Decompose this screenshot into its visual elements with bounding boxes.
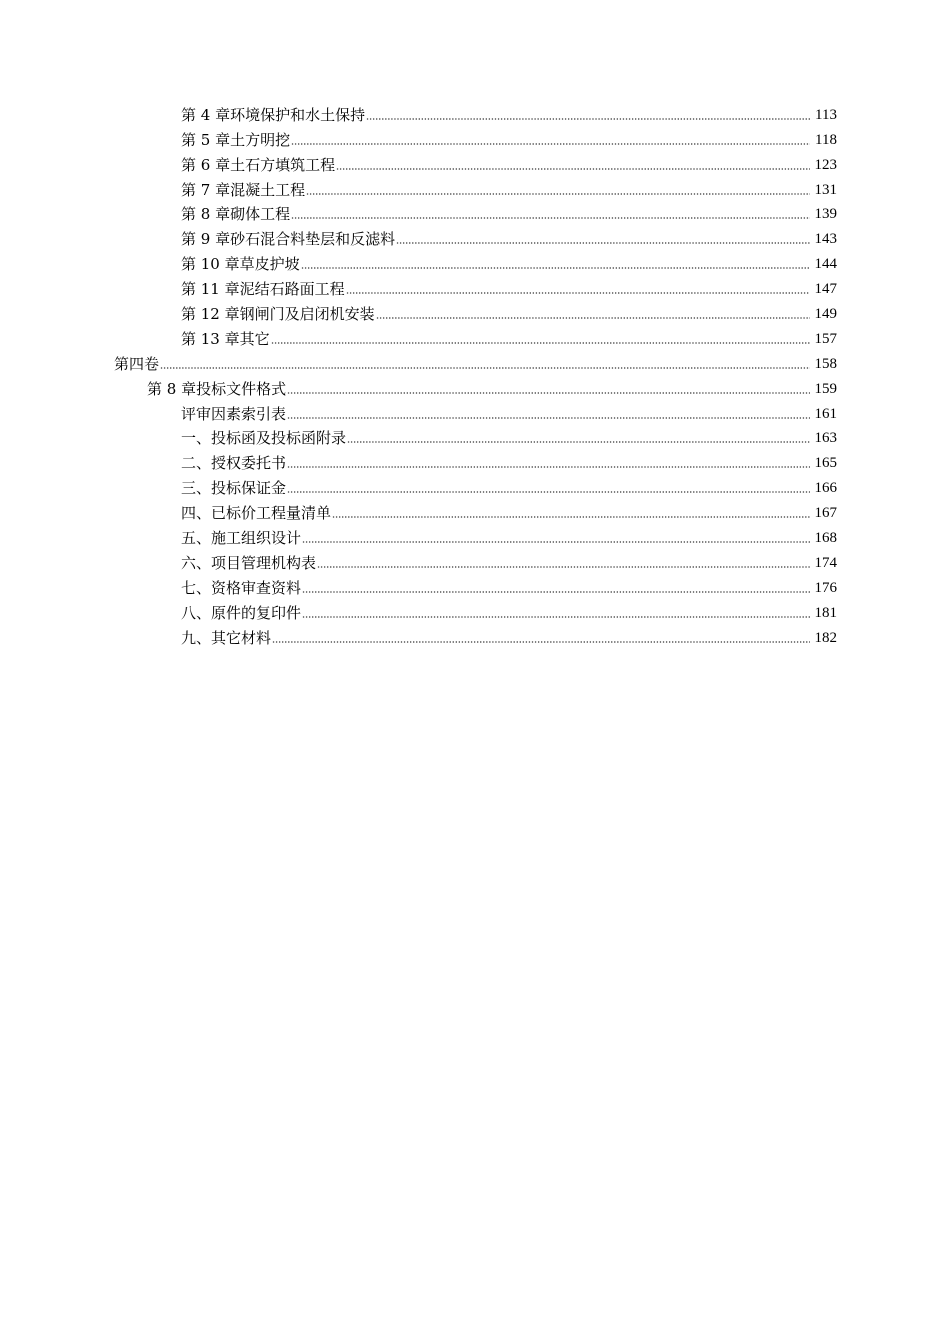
toc-entry-page-number: 167 <box>814 505 837 522</box>
toc-entry-page-number: 182 <box>814 629 837 646</box>
dot-leader <box>301 251 810 269</box>
toc-entry-title: 五、施工组织设计 <box>181 529 302 548</box>
toc-entry[interactable] <box>0 298 950 323</box>
toc-entry-title: 一、投标函及投标函附录 <box>181 429 347 448</box>
dot-leader <box>302 525 810 543</box>
dot-leader <box>376 301 810 319</box>
toc-entry-title: 第四卷 <box>114 354 160 373</box>
toc-entry-title: 八、原件的复印件 <box>181 603 302 622</box>
toc-entry[interactable] <box>0 248 950 273</box>
toc-entry[interactable] <box>0 323 950 348</box>
toc-entry[interactable] <box>0 348 950 373</box>
toc-entry-page-number: 118 <box>815 131 837 148</box>
dot-leader <box>287 475 810 493</box>
toc-entry-title: 第 11 章泥结石路面工程 <box>181 280 345 299</box>
toc-entry-page-number: 168 <box>814 530 837 547</box>
toc-entry[interactable] <box>0 547 950 572</box>
toc-entry-title: 第 8 章投标文件格式 <box>147 379 287 398</box>
dot-leader <box>272 625 810 643</box>
dot-leader <box>291 127 810 145</box>
dot-leader <box>346 276 810 294</box>
toc-entry-page-number: 149 <box>814 306 837 323</box>
toc-entry[interactable] <box>0 223 950 248</box>
toc-entry-page-number: 143 <box>814 231 837 248</box>
toc-entry[interactable] <box>0 622 950 647</box>
dot-leader <box>347 425 810 443</box>
dot-leader <box>271 326 810 344</box>
dot-leader <box>291 201 810 219</box>
toc-entry-page-number: 147 <box>814 281 837 298</box>
toc-entry-title: 七、资格审查资料 <box>181 578 302 597</box>
toc-entry-page-number: 139 <box>814 206 837 223</box>
toc-entry-title: 第 7 章混凝土工程 <box>181 180 306 199</box>
toc-entry[interactable] <box>0 99 950 124</box>
toc-entry-page-number: 144 <box>814 256 837 273</box>
toc-entry[interactable] <box>0 199 950 224</box>
toc-entry-title: 第 8 章砌体工程 <box>181 205 291 224</box>
dot-leader <box>366 102 810 120</box>
toc-entry-page-number: 181 <box>814 604 837 621</box>
toc-entry-title: 二、授权委托书 <box>181 454 287 473</box>
dot-leader <box>306 177 810 195</box>
toc-entry-title: 四、已标价工程量清单 <box>181 504 332 523</box>
dot-leader <box>396 226 810 244</box>
toc-entry-page-number: 166 <box>814 480 837 497</box>
dot-leader <box>287 450 810 468</box>
toc-entry-title: 第 9 章砂石混合料垫层和反滤料 <box>181 230 396 249</box>
toc-entry-title: 六、项目管理机构表 <box>181 553 317 572</box>
toc-entry[interactable] <box>0 273 950 298</box>
dot-leader <box>302 600 810 618</box>
toc-entry-page-number: 165 <box>814 455 837 472</box>
toc-entry-page-number: 113 <box>815 106 837 123</box>
table-of-contents <box>0 99 950 647</box>
dot-leader <box>287 376 810 394</box>
toc-entry-page-number: 176 <box>814 579 837 596</box>
dot-leader <box>336 152 810 170</box>
toc-entry-title: 九、其它材料 <box>181 628 272 647</box>
toc-entry[interactable] <box>0 497 950 522</box>
toc-entry-title: 第 4 章环境保护和水土保持 <box>181 105 366 124</box>
toc-entry-title: 第 10 章草皮护坡 <box>181 255 300 274</box>
toc-entry[interactable] <box>0 174 950 199</box>
toc-entry-title: 第 6 章土石方填筑工程 <box>181 155 336 174</box>
toc-entry-page-number: 123 <box>814 156 837 173</box>
toc-entry-page-number: 163 <box>814 430 837 447</box>
toc-entry-title: 第 12 章钢闸门及启闭机安装 <box>181 305 375 324</box>
toc-entry-title: 第 5 章土方明挖 <box>181 130 291 149</box>
toc-entry[interactable] <box>0 373 950 398</box>
dot-leader <box>287 401 810 419</box>
toc-entry[interactable] <box>0 149 950 174</box>
toc-entry[interactable] <box>0 597 950 622</box>
toc-entry-page-number: 174 <box>814 554 837 571</box>
toc-entry[interactable] <box>0 423 950 448</box>
dot-leader <box>317 550 810 568</box>
toc-entry[interactable] <box>0 124 950 149</box>
toc-entry-page-number: 131 <box>814 181 837 198</box>
dot-leader <box>302 575 810 593</box>
toc-entry[interactable] <box>0 522 950 547</box>
toc-entry[interactable] <box>0 472 950 497</box>
toc-entry-title: 评审因素索引表 <box>181 404 287 423</box>
toc-entry-page-number: 159 <box>814 380 837 397</box>
toc-entry[interactable] <box>0 447 950 472</box>
toc-entry-title: 第 13 章其它 <box>181 329 270 348</box>
toc-entry[interactable] <box>0 572 950 597</box>
toc-entry-page-number: 157 <box>814 330 837 347</box>
toc-entry-page-number: 161 <box>814 405 837 422</box>
toc-entry[interactable] <box>0 398 950 423</box>
dot-leader <box>160 351 810 369</box>
toc-entry-page-number: 158 <box>814 355 837 372</box>
dot-leader <box>332 500 810 518</box>
toc-entry-title: 三、投标保证金 <box>181 479 287 498</box>
